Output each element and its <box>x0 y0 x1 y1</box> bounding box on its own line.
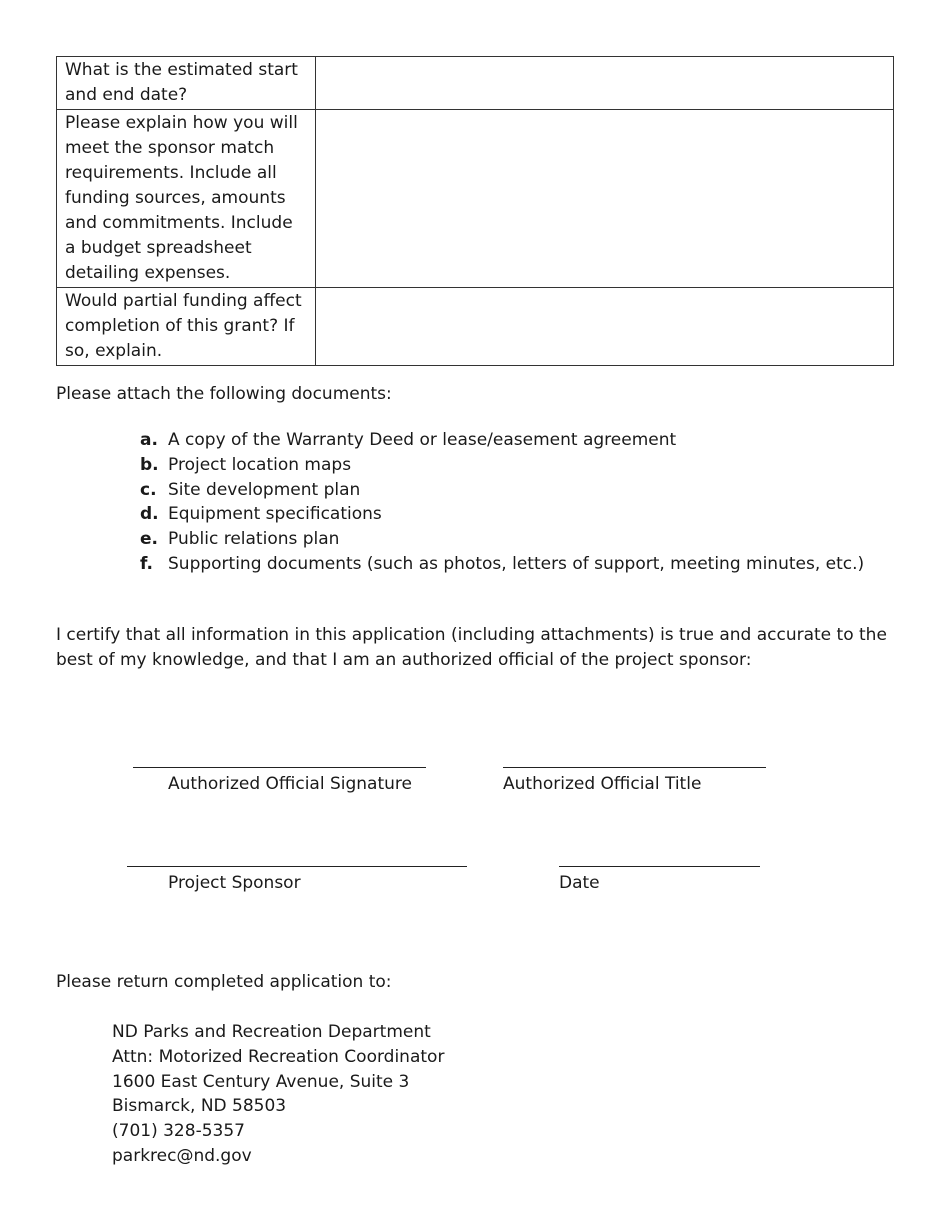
email-address: parkrec@nd.gov <box>112 1145 252 1166</box>
address-line: Attn: Motorized Recreation Coordinator <box>112 1046 445 1067</box>
list-item <box>140 552 864 577</box>
signature-line[interactable] <box>133 767 426 768</box>
list-letter: d. <box>140 504 159 525</box>
question-cell: Would partial funding affect completion of this grant? If so, explain. <box>57 288 316 366</box>
list-item <box>140 527 864 552</box>
list-letter: f. <box>140 553 153 574</box>
attachments-intro: Please attach the following documents: <box>56 384 392 404</box>
list-text: Public relations plan <box>168 529 340 550</box>
answer-cell[interactable] <box>316 288 894 366</box>
title-line[interactable] <box>503 767 766 768</box>
list-text: Site development plan <box>168 479 361 500</box>
date-label: Date <box>559 873 600 893</box>
table-row <box>57 110 894 288</box>
list-item <box>140 428 864 453</box>
sponsor-label: Project Sponsor <box>168 873 301 893</box>
address-line: ND Parks and Recreation Department <box>112 1022 431 1042</box>
title-label: Authorized Official Title <box>503 774 702 794</box>
list-text: Supporting documents (such as photos, letters of support, meeting minutes, etc.) <box>168 553 865 574</box>
list-text: Project location maps <box>168 454 352 475</box>
phone-number: (701) 328-5357 <box>112 1121 245 1142</box>
address-line: Bismarck, ND 58503 <box>112 1096 287 1117</box>
questions-table <box>56 56 894 366</box>
list-letter: c. <box>140 479 157 500</box>
table-row <box>57 57 894 110</box>
question-cell: Please explain how you will meet the sponsor match requirements. Include all funding sources, amounts and commitments. Include a budget spreadsheet detailing expenses. <box>57 110 316 288</box>
list-item <box>140 478 864 503</box>
table-row <box>57 288 894 366</box>
return-intro: Please return completed application to: <box>56 972 392 992</box>
certification-statement: I certify that all information in this application (including attachments) is true and accurate to the best of my knowledge, and that I am an authorized official of the project sponsor: <box>56 625 887 670</box>
sponsor-line[interactable] <box>127 866 467 867</box>
list-letter: a. <box>140 430 158 450</box>
answer-cell[interactable] <box>316 57 894 110</box>
list-letter: b. <box>140 454 159 475</box>
question-cell: What is the estimated start and end date? <box>57 57 316 110</box>
list-letter: e. <box>140 529 158 550</box>
attachments-list <box>140 428 864 577</box>
date-line[interactable] <box>559 866 760 867</box>
list-item <box>140 502 864 527</box>
return-address <box>112 1020 444 1169</box>
list-text: A copy of the Warranty Deed or lease/easement agreement <box>168 430 677 450</box>
list-item <box>140 453 864 478</box>
list-text: Equipment specifications <box>168 504 382 525</box>
address-line: 1600 East Century Avenue, Suite 3 <box>112 1071 410 1092</box>
answer-cell[interactable] <box>316 110 894 288</box>
signature-label: Authorized Official Signature <box>168 774 412 794</box>
